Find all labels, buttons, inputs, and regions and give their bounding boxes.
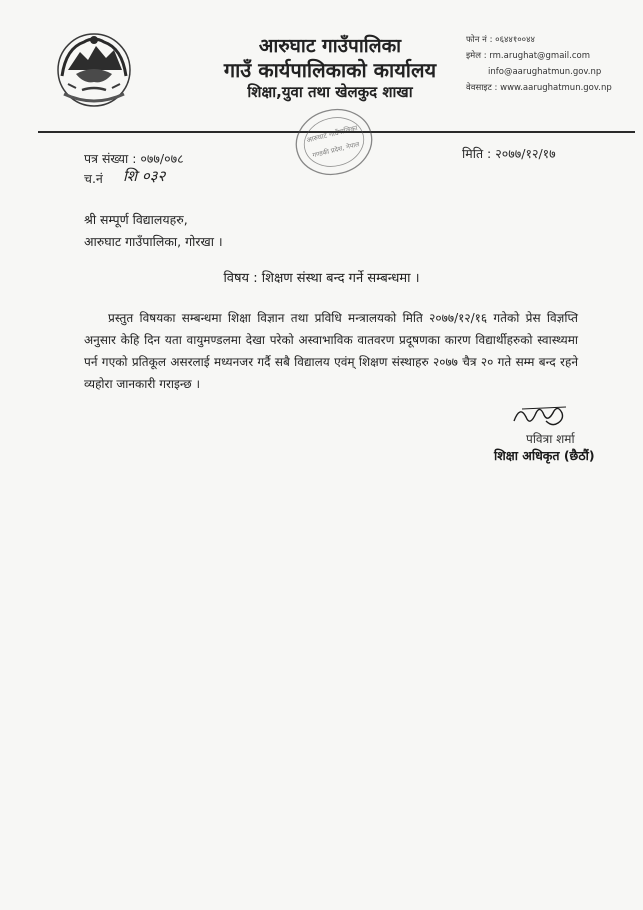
office-name: गाउँ कार्यपालिकाको कार्यालय [223,58,437,82]
email-text: इमेल : rm.arughat@gmail.com [466,51,590,61]
phone-text: फोन नं : ०६४४१००४४ [466,35,535,45]
stamp-name: आरुघाट गाउँपालिका [305,124,359,145]
section-name: शिक्षा,युवा तथा खेलकुद शाखा [247,83,413,101]
addressee-line: श्री सम्पूर्ण विद्यालयहरु, [84,212,188,227]
letter-body: प्रस्तुत विषयका सम्बन्धमा शिक्षा विज्ञान तथा प्रविधि मन्त्रालयको मिति २०७७/१२/१६ गतेको प्रेस विज्ञप्ति अनुसार केहि दिन यता वायुमण्डलमा देखा परेको अस्वाभाविक वातवरण प्रदूषणका कारण विद्यार्थीहरुको स्वास्थ्यमा पर्न गएको प्रतिकूल असरलाई मध्यनजर गर्दै सबै विद्यालय एवंम् शिक्षण संस्थाहरु २०७७ चैत्र २० गते सम्म बन्द रहने व्यहोरा जानकारी गराइन्छ । [84,311,578,391]
email-alt-text: info@aarughatmun.gov.np [488,67,602,77]
letter-date: मिति : २०७७/१२/१७ [462,146,556,161]
signatory-title: शिक्षा अधिकृत (छैठौं) [494,448,595,463]
nepal-government-emblem [54,28,134,110]
handwritten-signature [508,401,572,431]
stamp-region: गण्डकी प्रदेश, नेपाल [311,140,361,160]
signatory-name: पवित्रा शर्मा [526,432,575,446]
office-stamp [292,98,376,186]
letter-subject: विषय : शिक्षण संस्था बन्द गर्ने सम्बन्धमा । [223,271,420,286]
dispatch-number-value: शि ०३२ [123,167,166,185]
website-text: वेवसाइट : www.aarughatmun.gov.np [466,83,612,93]
reference-number: पत्र संख्या : ०७७/०७८ [84,151,184,166]
municipality-name: आरुघाट गाउँपालिका [258,35,402,57]
contact-block [466,32,641,96]
addressee-location: आरुघाट गाउँपालिका, गोरखा । [84,234,223,249]
dispatch-number-label: च.नं [84,171,103,186]
